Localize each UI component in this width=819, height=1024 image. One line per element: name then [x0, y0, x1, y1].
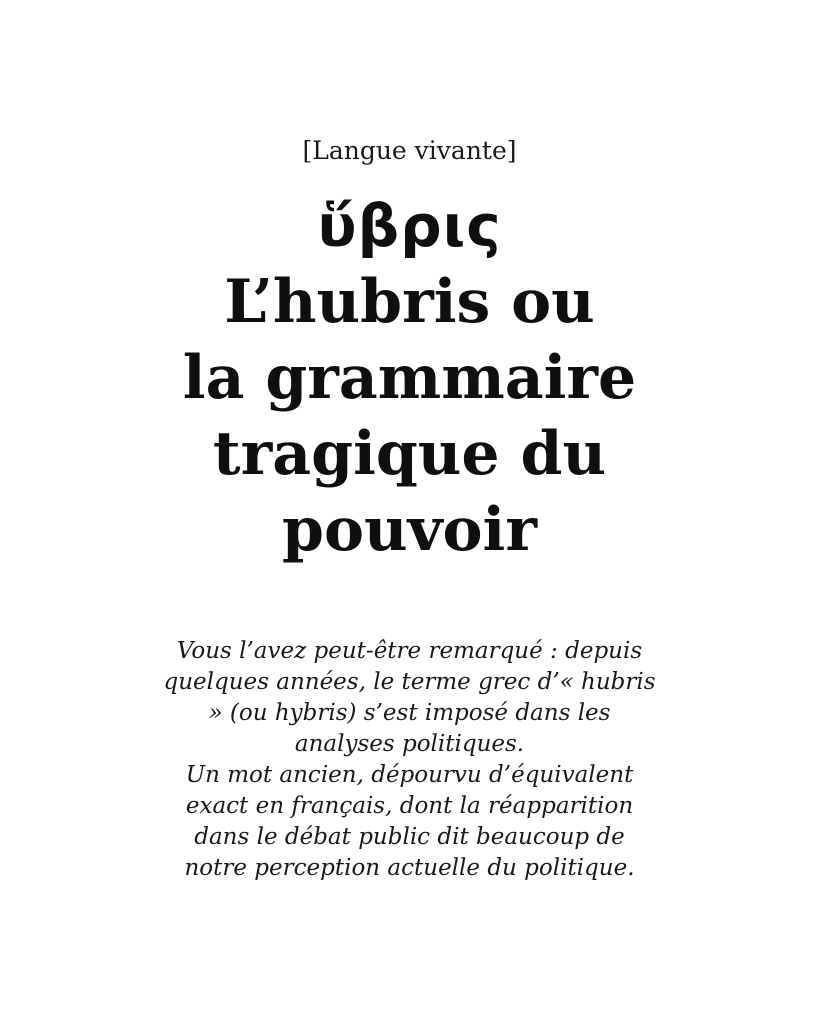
title-line-4: pouvoir — [282, 495, 537, 565]
intro-line: analyses politiques. — [294, 731, 525, 757]
intro-line: Vous l’avez peut-être remarqué : depuis — [176, 638, 643, 664]
intro-line: exact en français, dont la réapparition — [185, 793, 634, 819]
intro-line: notre perception actuelle du politique. — [184, 855, 635, 881]
greek-word: ὕβρις — [317, 192, 502, 260]
intro-line: Un mot ancien, dépourvu d’équivalent — [185, 762, 634, 788]
title-line-3: tragique du — [212, 419, 607, 489]
intro-line: » (ou hybris) s’est imposé dans les — [208, 700, 611, 726]
title-line-1: L’hubris ou — [224, 267, 595, 337]
intro-line: quelques années, le terme grec d’« hubris — [163, 669, 656, 695]
title-line-2: la grammaire — [182, 343, 637, 413]
article-title — [60, 188, 759, 568]
section-rubric: [Langue vivante] — [302, 136, 517, 165]
article-intro — [100, 636, 719, 884]
intro-line: dans le débat public dit beaucoup de — [194, 824, 625, 850]
